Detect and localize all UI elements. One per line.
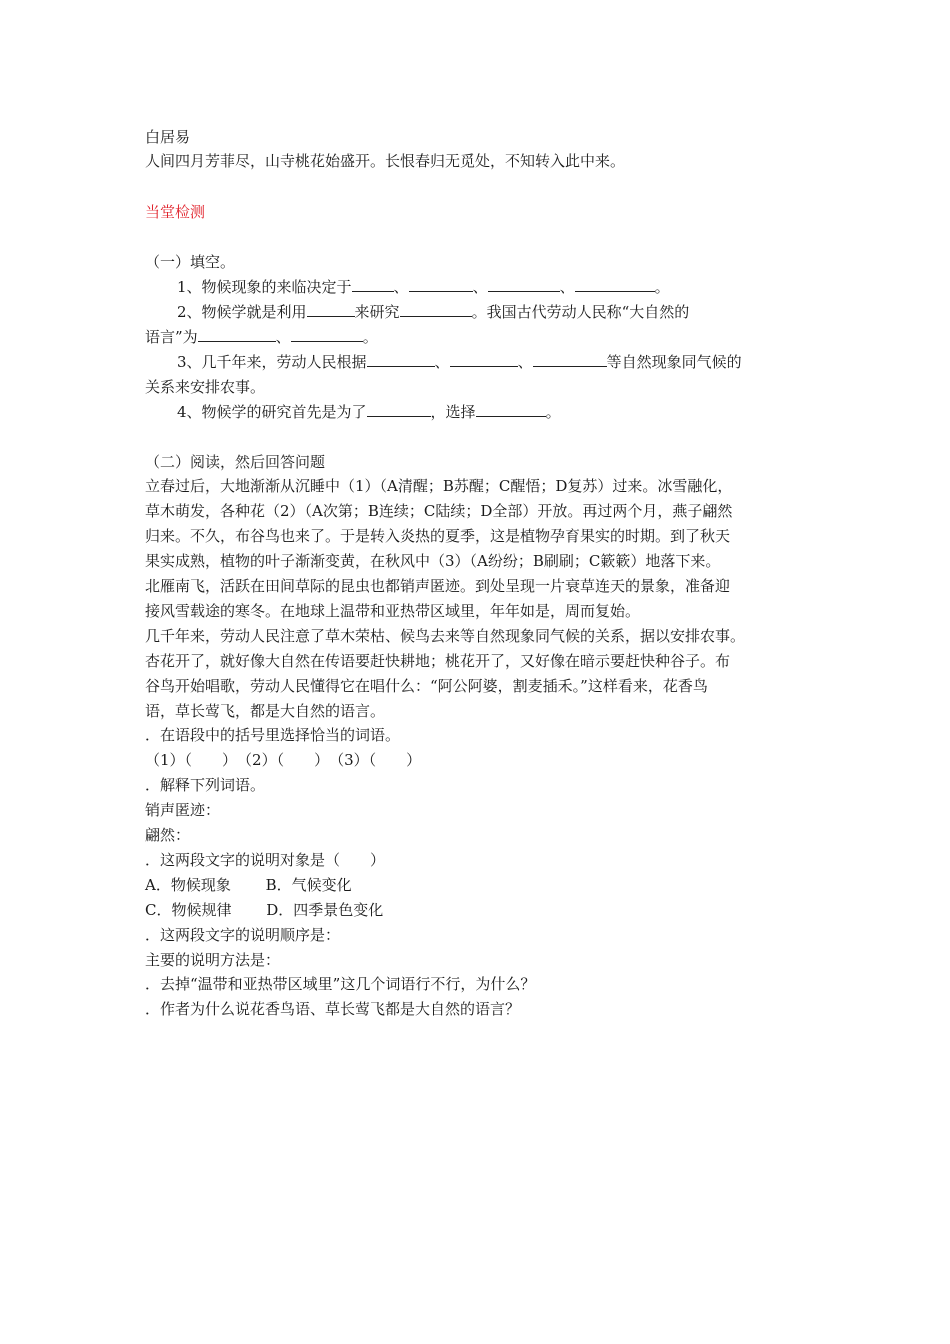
- part1-heading: （一）填空。: [145, 253, 236, 271]
- blank[interactable]: [307, 300, 355, 317]
- blank[interactable]: [400, 300, 472, 317]
- option-c-d: C．物候规律 D．四季景色变化: [145, 901, 384, 919]
- blank[interactable]: [575, 275, 655, 292]
- blank[interactable]: [367, 350, 435, 367]
- question-nature-language: ．作者为什么说花香鸟语、草长莺飞都是大自然的语言？: [145, 1000, 521, 1018]
- word-pianran: 翩然：: [145, 826, 191, 844]
- question-2: 2、物候学就是利用 来研究 。我国古代劳动人民称“大自然的: [177, 300, 689, 324]
- section-title: 当堂检测: [145, 203, 206, 221]
- poem-author: 白居易: [145, 128, 191, 146]
- passage-line: 几千年来，劳动人民注意了草木荣枯、候鸟去来等自然现象同气候的关系，据以安排农事。: [145, 627, 746, 645]
- question-explain-words: ．解释下列词语。: [145, 776, 266, 794]
- blank[interactable]: [476, 400, 546, 417]
- question-1: 1、物候现象的来临决定于 、 、 、 。: [177, 275, 670, 299]
- question-order: ．这两段文字的说明顺序是：: [145, 926, 341, 944]
- blank[interactable]: [450, 350, 518, 367]
- question-object: ．这两段文字的说明对象是（ ）: [145, 851, 386, 869]
- passage-line: 杏花开了，就好像大自然在传语要赶快耕地；桃花开了，又好像在暗示要赶快种谷子。布: [145, 652, 731, 670]
- passage-line: 果实成熟，植物的叶子渐渐变黄，在秋风中（3）（A纷纷；B刷刷；C簌簌）地落下来。: [145, 552, 721, 570]
- part2-heading: （二）阅读，然后回答问题: [145, 453, 326, 471]
- passage-line: 谷鸟开始唱歌，劳动人民懂得它在唱什么：“阿公阿婆，割麦插禾。”这样看来，花香鸟: [145, 677, 708, 695]
- blank[interactable]: [409, 275, 473, 292]
- question-3-cont: 关系来安排农事。: [145, 378, 266, 396]
- blank[interactable]: [198, 325, 276, 342]
- question-3: 3、几千年来，劳动人民根据 、 、 等自然现象同气候的: [177, 350, 742, 374]
- passage-line: 接风雪载途的寒冬。在地球上温带和亚热带区域里，年年如是，周而复始。: [145, 602, 641, 620]
- passage-line: 语，草长莺飞，都是大自然的语言。: [145, 702, 386, 720]
- question-2-cont: 语言”为 、 。: [145, 325, 378, 349]
- question-4: 4、物候学的研究首先是为了 ，选择 。: [177, 400, 561, 424]
- blank[interactable]: [291, 325, 363, 342]
- word-xiaoshengniji: 销声匿迹：: [145, 801, 221, 819]
- question-choose-words: ．在语段中的括号里选择恰当的词语。: [145, 726, 401, 744]
- passage-line: 北雁南飞，活跃在田间草际的昆虫也都销声匿迹。到处呈现一片衰草连天的景象，准备迎: [145, 577, 731, 595]
- question-method: 主要的说明方法是：: [145, 951, 281, 969]
- blank[interactable]: [533, 350, 607, 367]
- passage-line: 归来。不久，布谷鸟也来了。于是转入炎热的夏季，这是植物孕育果实的时期。到了秋天: [145, 527, 731, 545]
- option-a-b: A．物候现象 B．气候变化: [145, 876, 352, 894]
- answer-brackets: （1）（ ） （2）（ ） （3）（ ）: [145, 751, 422, 769]
- blank[interactable]: [488, 275, 560, 292]
- passage-line: 草木萌发，各种花（2）（A次第；B连续；C陆续；D全部）开放。再过两个月，燕子翩然: [145, 502, 733, 520]
- question-remove-words: ．去掉“温带和亚热带区域里”这几个词语行不行，为什么？: [145, 975, 536, 993]
- poem-text: 人间四月芳菲尽，山寺桃花始盛开。长恨春归无觅处，不知转入此中来。: [145, 152, 626, 170]
- blank[interactable]: [367, 400, 431, 417]
- document-page: [145, 0, 835, 1344]
- blank[interactable]: [352, 275, 394, 292]
- passage-line: 立春过后，大地渐渐从沉睡中（1）（A清醒；B苏醒；C醒悟；D复苏）过来。冰雪融化，: [145, 477, 733, 495]
